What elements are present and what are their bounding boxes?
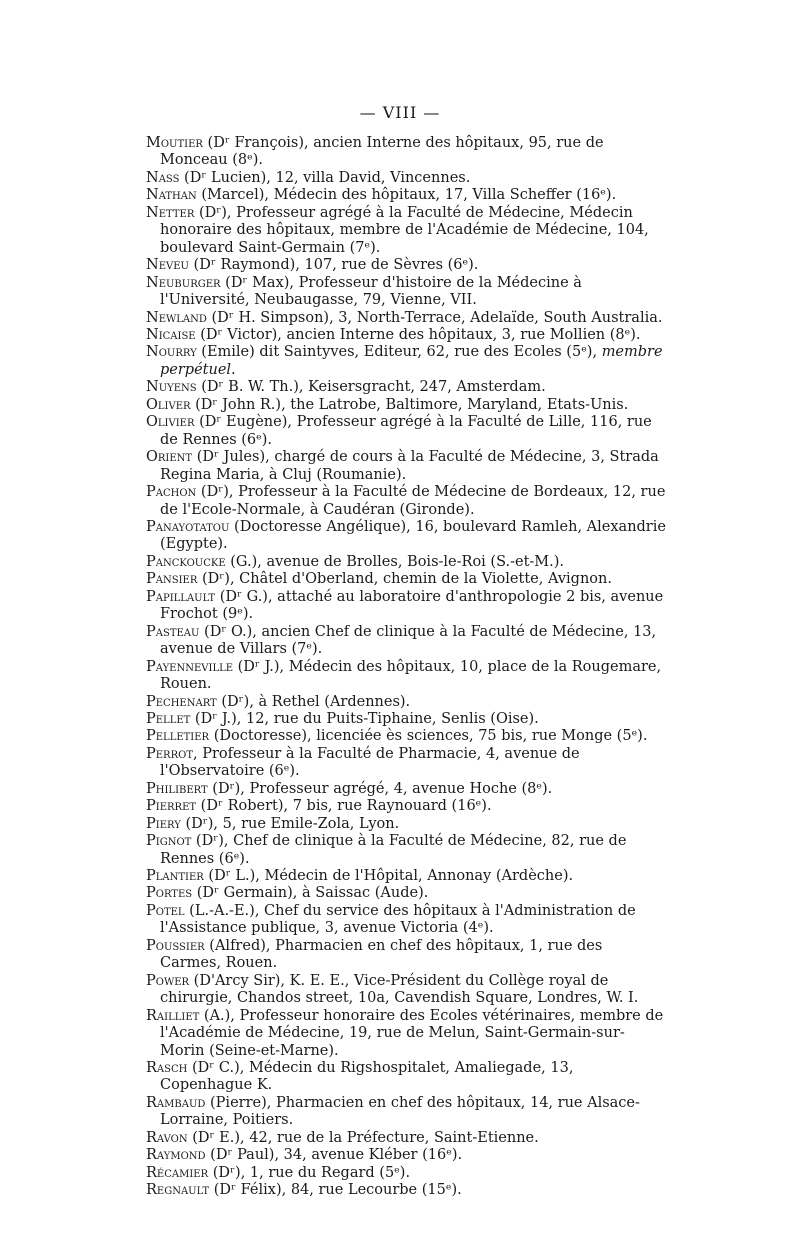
entry-name: Ravon (146, 1129, 188, 1146)
directory-entry (146, 816, 666, 833)
entry-name: Power (146, 972, 190, 989)
entry-name: Neuburger (146, 274, 221, 291)
directory-entry (146, 571, 666, 588)
directory-entry (146, 973, 666, 1008)
entry-details: (Dʳ Max), Professeur d'histoire de la Médecine à l'Université, Neubaugasse, 79, Vienne, VII. (160, 274, 582, 309)
entry-details: (Dʳ), Professeur agrégé, 4, avenue Hoche (8ᵉ). (207, 780, 553, 797)
entry-details: (G.), avenue de Brolles, Bois-le-Roi (S.-et-M.). (225, 553, 565, 570)
directory-entry (146, 1095, 666, 1130)
entry-details: (Dʳ Félix), 84, rue Lecourbe (15ᵉ). (209, 1182, 462, 1199)
directory-entry (146, 257, 666, 274)
entry-details: (Dʳ Raymond), 107, rue de Sèvres (6ᵉ). (188, 257, 479, 274)
entry-name: Portes (146, 885, 193, 902)
directory-entry (146, 397, 666, 414)
entry-details: (Dʳ), à Rethel (Ardennes). (216, 693, 411, 710)
entry-details: (Dʳ), 1, rue du Regard (5ᵉ). (208, 1164, 411, 1181)
entry-name: Récamier (146, 1164, 209, 1181)
page-number: — VIII — (359, 103, 441, 122)
entry-details: (Dʳ John R.), the Latrobe, Baltimore, Maryland, Etats-Unis. (190, 396, 629, 413)
entry-details: (Emile) dit Saintyves, Editeur, 62, rue des Ecoles (5ᵉ), (196, 344, 598, 361)
entry-name: Plantier (146, 868, 204, 885)
entry-name: Pasteau (146, 623, 200, 640)
entry-details: (Dʳ Paul), 34, avenue Kléber (16ᵉ). (205, 1147, 463, 1164)
directory-entry (146, 449, 666, 484)
entry-name: Pansier (146, 571, 198, 588)
entry-details: (Dʳ G.), attaché au laboratoire d'anthropologie 2 bis, avenue Frochot (9ᵉ). (160, 588, 664, 623)
entry-name: Nicaise (146, 326, 196, 343)
entry-details: (Dʳ Robert), 7 bis, rue Raynouard (16ᵉ). (196, 798, 492, 815)
directory-entry (146, 275, 666, 310)
entry-name: Nuyens (146, 379, 197, 396)
entry-details: (Dʳ), Châtel d'Oberland, chemin de la Violette, Avignon. (197, 571, 612, 588)
entry-name: Nourry (146, 344, 197, 361)
entry-name: Poussier (146, 937, 205, 954)
entry-name: Nass (146, 169, 180, 186)
directory-entry (146, 1130, 666, 1147)
entry-name: Papillault (146, 588, 216, 605)
entry-details: (Marcel), Médecin des hôpitaux, 17, Villa Scheffer (16ᵉ). (196, 187, 617, 204)
directory-entry (146, 327, 666, 344)
entry-details: (Dʳ), Professeur à la Faculté de Médecine de Bordeaux, 12, rue de l'Ecole-Normale, à Caudéran (Gironde). (160, 484, 666, 518)
entry-name: Panckoucke (146, 553, 226, 570)
entry-name: Nathan (146, 187, 197, 204)
directory-entry (146, 135, 666, 170)
entry-details: (Dʳ E.), 42, rue de la Préfecture, Saint-Etienne. (187, 1129, 539, 1146)
entry-details: (Dʳ O.), ancien Chef de clinique à la Faculté de Médecine, 13, avenue de Villars (7ᵉ). (160, 623, 657, 658)
entry-name: Pignot (146, 833, 192, 850)
directory-entry (146, 484, 666, 519)
entry-details: (A.), Professeur honoraire des Ecoles vétérinaires, membre de l'Académie de Médecine, 19, rue de Melun, Saint-Germain-sur-Morin (Seine-et-Marne). (160, 1007, 664, 1059)
entry-name: Regnault (146, 1182, 210, 1199)
directory-entry (146, 414, 666, 449)
directory-entry (146, 833, 666, 868)
entry-name: Payenneville (146, 658, 234, 675)
entry-details: (Alfred), Pharmacien en chef des hôpitaux, 1, rue des Carmes, Rouen. (160, 937, 603, 972)
entry-name: Panayotatou (146, 518, 230, 535)
directory-entry (146, 746, 666, 781)
entry-details: (Dʳ J.), 12, rue du Puits-Tiphaine, Senlis (Oise). (190, 710, 539, 727)
directory-entry (146, 903, 666, 938)
directory-entry (146, 728, 666, 745)
entry-details: (Dʳ C.), Médecin du Rigshospitalet, Amaliegade, 13, Copenhague K. (160, 1060, 574, 1094)
directory-entry (146, 711, 666, 728)
entry-details: (Dʳ B. W. Th.), Keisersgracht, 247, Amsterdam. (196, 379, 546, 396)
entry-details: (Doctoresse), licenciée ès sciences, 75 bis, rue Monge (5ᵉ). (209, 728, 648, 745)
directory-entry (146, 659, 666, 694)
entry-details: (Dʳ Eugène), Professeur agrégé à la Faculté de Lille, 116, rue de Rennes (6ᵉ). (160, 414, 652, 448)
directory-entry (146, 1147, 666, 1164)
directory-entry (146, 1060, 666, 1095)
entry-name: Rasch (146, 1060, 188, 1077)
directory-entry (146, 885, 666, 902)
directory-entry (146, 938, 666, 973)
entry-details: (Dʳ H. Simpson), 3, North-Terrace, Adelaïde, South Australia. (206, 309, 663, 326)
directory-entry (146, 868, 666, 885)
directory-entry (146, 694, 666, 711)
entry-name: Pelletier (146, 728, 210, 745)
directory-entry (146, 344, 666, 379)
entry-name: Orient (146, 449, 193, 466)
directory-entry (146, 205, 666, 257)
directory-entry (146, 170, 666, 187)
entry-details: (Dʳ Lucien), 12, villa David, Vincennes. (179, 169, 471, 186)
entry-details: (Dʳ François), ancien Interne des hôpitaux, 95, rue de Monceau (8ᵉ). (160, 135, 604, 169)
entry-details: (Dʳ), Professeur agrégé à la Faculté de Médecine, Médecin honoraire des hôpitaux, membre de l'Académie de Médecine, 104, boulevard Saint-Germain (7ᵉ). (160, 204, 649, 256)
entry-details: (Dʳ), Chef de clinique à la Faculté de Médecine, 82, rue de Rennes (6ᵉ). (160, 833, 627, 867)
entry-name: Moutier (146, 135, 203, 151)
directory-entry (146, 519, 666, 554)
entry-details: (D'Arcy Sir), K. E. E., Vice-Président du Collège royal de chirurgie, Chandos street, 10a, Cavendish Square, Londres, W. I. (160, 972, 639, 1007)
directory-entry (146, 624, 666, 659)
directory-entry (146, 1008, 666, 1060)
entry-name: Newland (146, 309, 207, 326)
entry-details: (Pierre), Pharmacien en chef des hôpitaux, 14, rue Alsace-Lorraine, Poitiers. (160, 1094, 640, 1129)
entry-name: Olivier (146, 414, 195, 431)
entry-details: (Dʳ Jules), chargé de cours à la Faculté de Médecine, 3, Strada Regina Maria, à Cluj (Roumanie). (160, 449, 659, 483)
entry-details: (Dʳ Germain), à Saissac (Aude). (192, 885, 429, 902)
entry-name: Potel (146, 902, 185, 919)
entry-details: (Doctoresse Angélique), 16, boulevard Ramleh, Alexandrie (Egypte). (160, 518, 666, 553)
entry-name: Pierret (146, 798, 197, 815)
entry-name: Netter (146, 204, 195, 221)
entry-name: Oliver (146, 396, 191, 413)
entry-name: Pachon (146, 484, 197, 501)
entry-details: (Dʳ J.), Médecin des hôpitaux, 10, place de la Rougemare, Rouen. (160, 658, 662, 693)
directory-entry (146, 379, 666, 396)
entry-name: Piery (146, 815, 181, 832)
entry-name: Raymond (146, 1147, 206, 1164)
entry-name: Philibert (146, 780, 208, 797)
directory-entry (146, 798, 666, 815)
directory-entry (146, 781, 666, 798)
directory-list (146, 135, 666, 1200)
entry-details: (L.-A.-E.), Chef du service des hôpitaux à l'Administration de l'Assistance publique, 3, avenue Victoria (4ᵉ). (160, 902, 636, 937)
directory-entry (146, 187, 666, 204)
directory-entry (146, 1182, 666, 1199)
entry-name: Railliet (146, 1007, 200, 1024)
directory-entry (146, 310, 666, 327)
directory-entry (146, 589, 666, 624)
entry-name: Rambaud (146, 1094, 206, 1111)
entry-details: (Dʳ), 5, rue Emile-Zola, Lyon. (180, 815, 400, 832)
entry-details: , Professeur à la Faculté de Pharmacie, 4, avenue de l'Observatoire (6ᵉ). (160, 745, 580, 780)
entry-name: Pechenart (146, 693, 217, 710)
entry-details: (Dʳ L.), Médecin de l'Hôpital, Annonay (Ardèche). (203, 868, 574, 885)
directory-entry (146, 554, 666, 571)
entry-note: membre perpétuel. (160, 344, 663, 378)
directory-entry (146, 1165, 666, 1182)
entry-name: Pellet (146, 710, 191, 727)
entry-details: (Dʳ Victor), ancien Interne des hôpitaux, 3, rue Mollien (8ᵉ). (195, 326, 641, 343)
entry-name: Neveu (146, 257, 189, 274)
entry-name: Perrot (146, 745, 193, 762)
